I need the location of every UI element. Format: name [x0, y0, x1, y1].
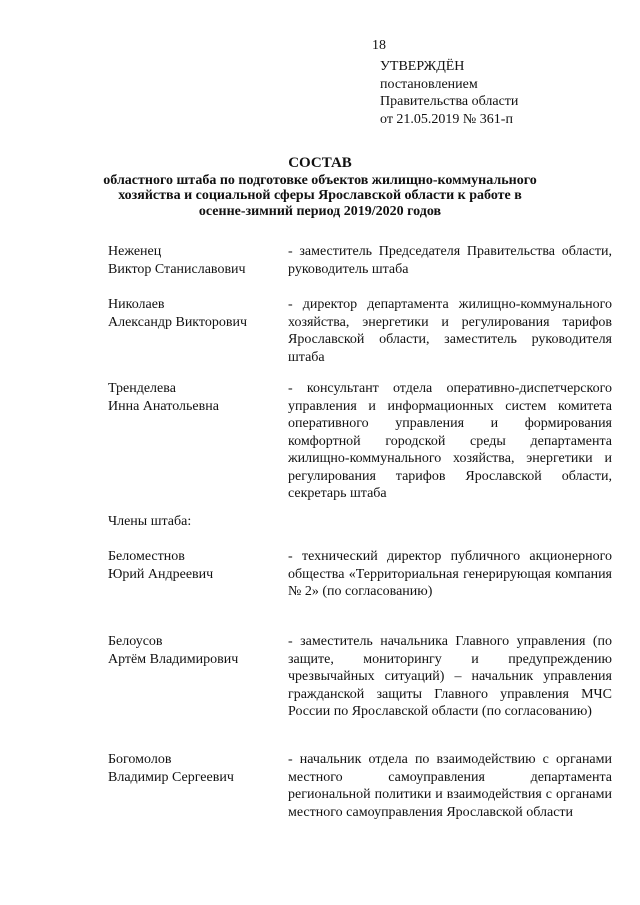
- person-given-name: Артём Владимирович: [108, 651, 239, 667]
- person-name: [108, 243, 246, 278]
- person-name: [108, 548, 213, 583]
- person-surname: Белоусов: [108, 634, 163, 649]
- members-heading: Члены штаба:: [108, 514, 192, 529]
- title-subtitle: областного штаба по подготовке объектов жилищно-коммунального хозяйства и социальной сферы Ярославской области к работе в осенне-зимний период 2019/2020 годов: [103, 172, 537, 219]
- person-name: [108, 751, 234, 786]
- person-name: [108, 633, 238, 668]
- document-title: [100, 156, 540, 219]
- person-given-name: Александр Викторович: [108, 314, 248, 330]
- person-role: - директор департамента жилищно-коммунального хозяйства, энергетики и регулирования тарифов Ярославской области, заместитель руководителя штаба: [288, 297, 612, 365]
- title-main: СОСТАВ: [288, 155, 352, 171]
- approval-line-1: УТВЕРЖДЁН: [380, 59, 465, 74]
- person-role: - технический директор публичного акционерного общества «Территориальная генерирующая компания № 2» (по согласованию): [288, 549, 612, 599]
- person-role: - начальник отдела по взаимодействию с органами местного самоуправления департамента региональной политики и взаимодействия с органами местного самоуправления Ярославской области: [288, 752, 612, 820]
- approval-stamp: [380, 58, 518, 128]
- person-role: - заместитель начальника Главного управления (по защите, мониторингу и предупреждению чрезвычайных ситуаций) – начальник управления гражданской защиты Главного управления МЧС России по Ярославской области (по согласованию): [288, 634, 612, 719]
- person-surname: Тренделева: [108, 381, 176, 396]
- page-number: 18: [372, 38, 386, 53]
- person-given-name: Владимир Сергеевич: [108, 769, 234, 785]
- person-name: [108, 380, 219, 415]
- person-surname: Богомолов: [108, 752, 172, 767]
- person-surname: Николаев: [108, 297, 165, 312]
- approval-line-4: от 21.05.2019 № 361-п: [380, 111, 513, 127]
- person-given-name: Юрий Андреевич: [108, 566, 214, 582]
- person-role: - заместитель Председателя Правительства области, руководитель штаба: [288, 244, 612, 277]
- person-given-name: Инна Анатольевна: [108, 398, 219, 414]
- person-name: [108, 296, 247, 331]
- approval-line-3: Правительства области: [380, 94, 519, 109]
- person-surname: Неженец: [108, 244, 162, 259]
- person-role: - консультант отдела оперативно-диспетчерского управления и информационных систем комитета оперативного управления и формирования комфортной городской среды департамента жилищно-коммунального хозяйства, энергетики и регулирования тарифов Ярославской области, секретарь штаба: [288, 381, 612, 501]
- approval-line-2: постановлением: [380, 76, 478, 92]
- person-surname: Беломестнов: [108, 549, 185, 564]
- person-given-name: Виктор Станиславович: [108, 261, 246, 277]
